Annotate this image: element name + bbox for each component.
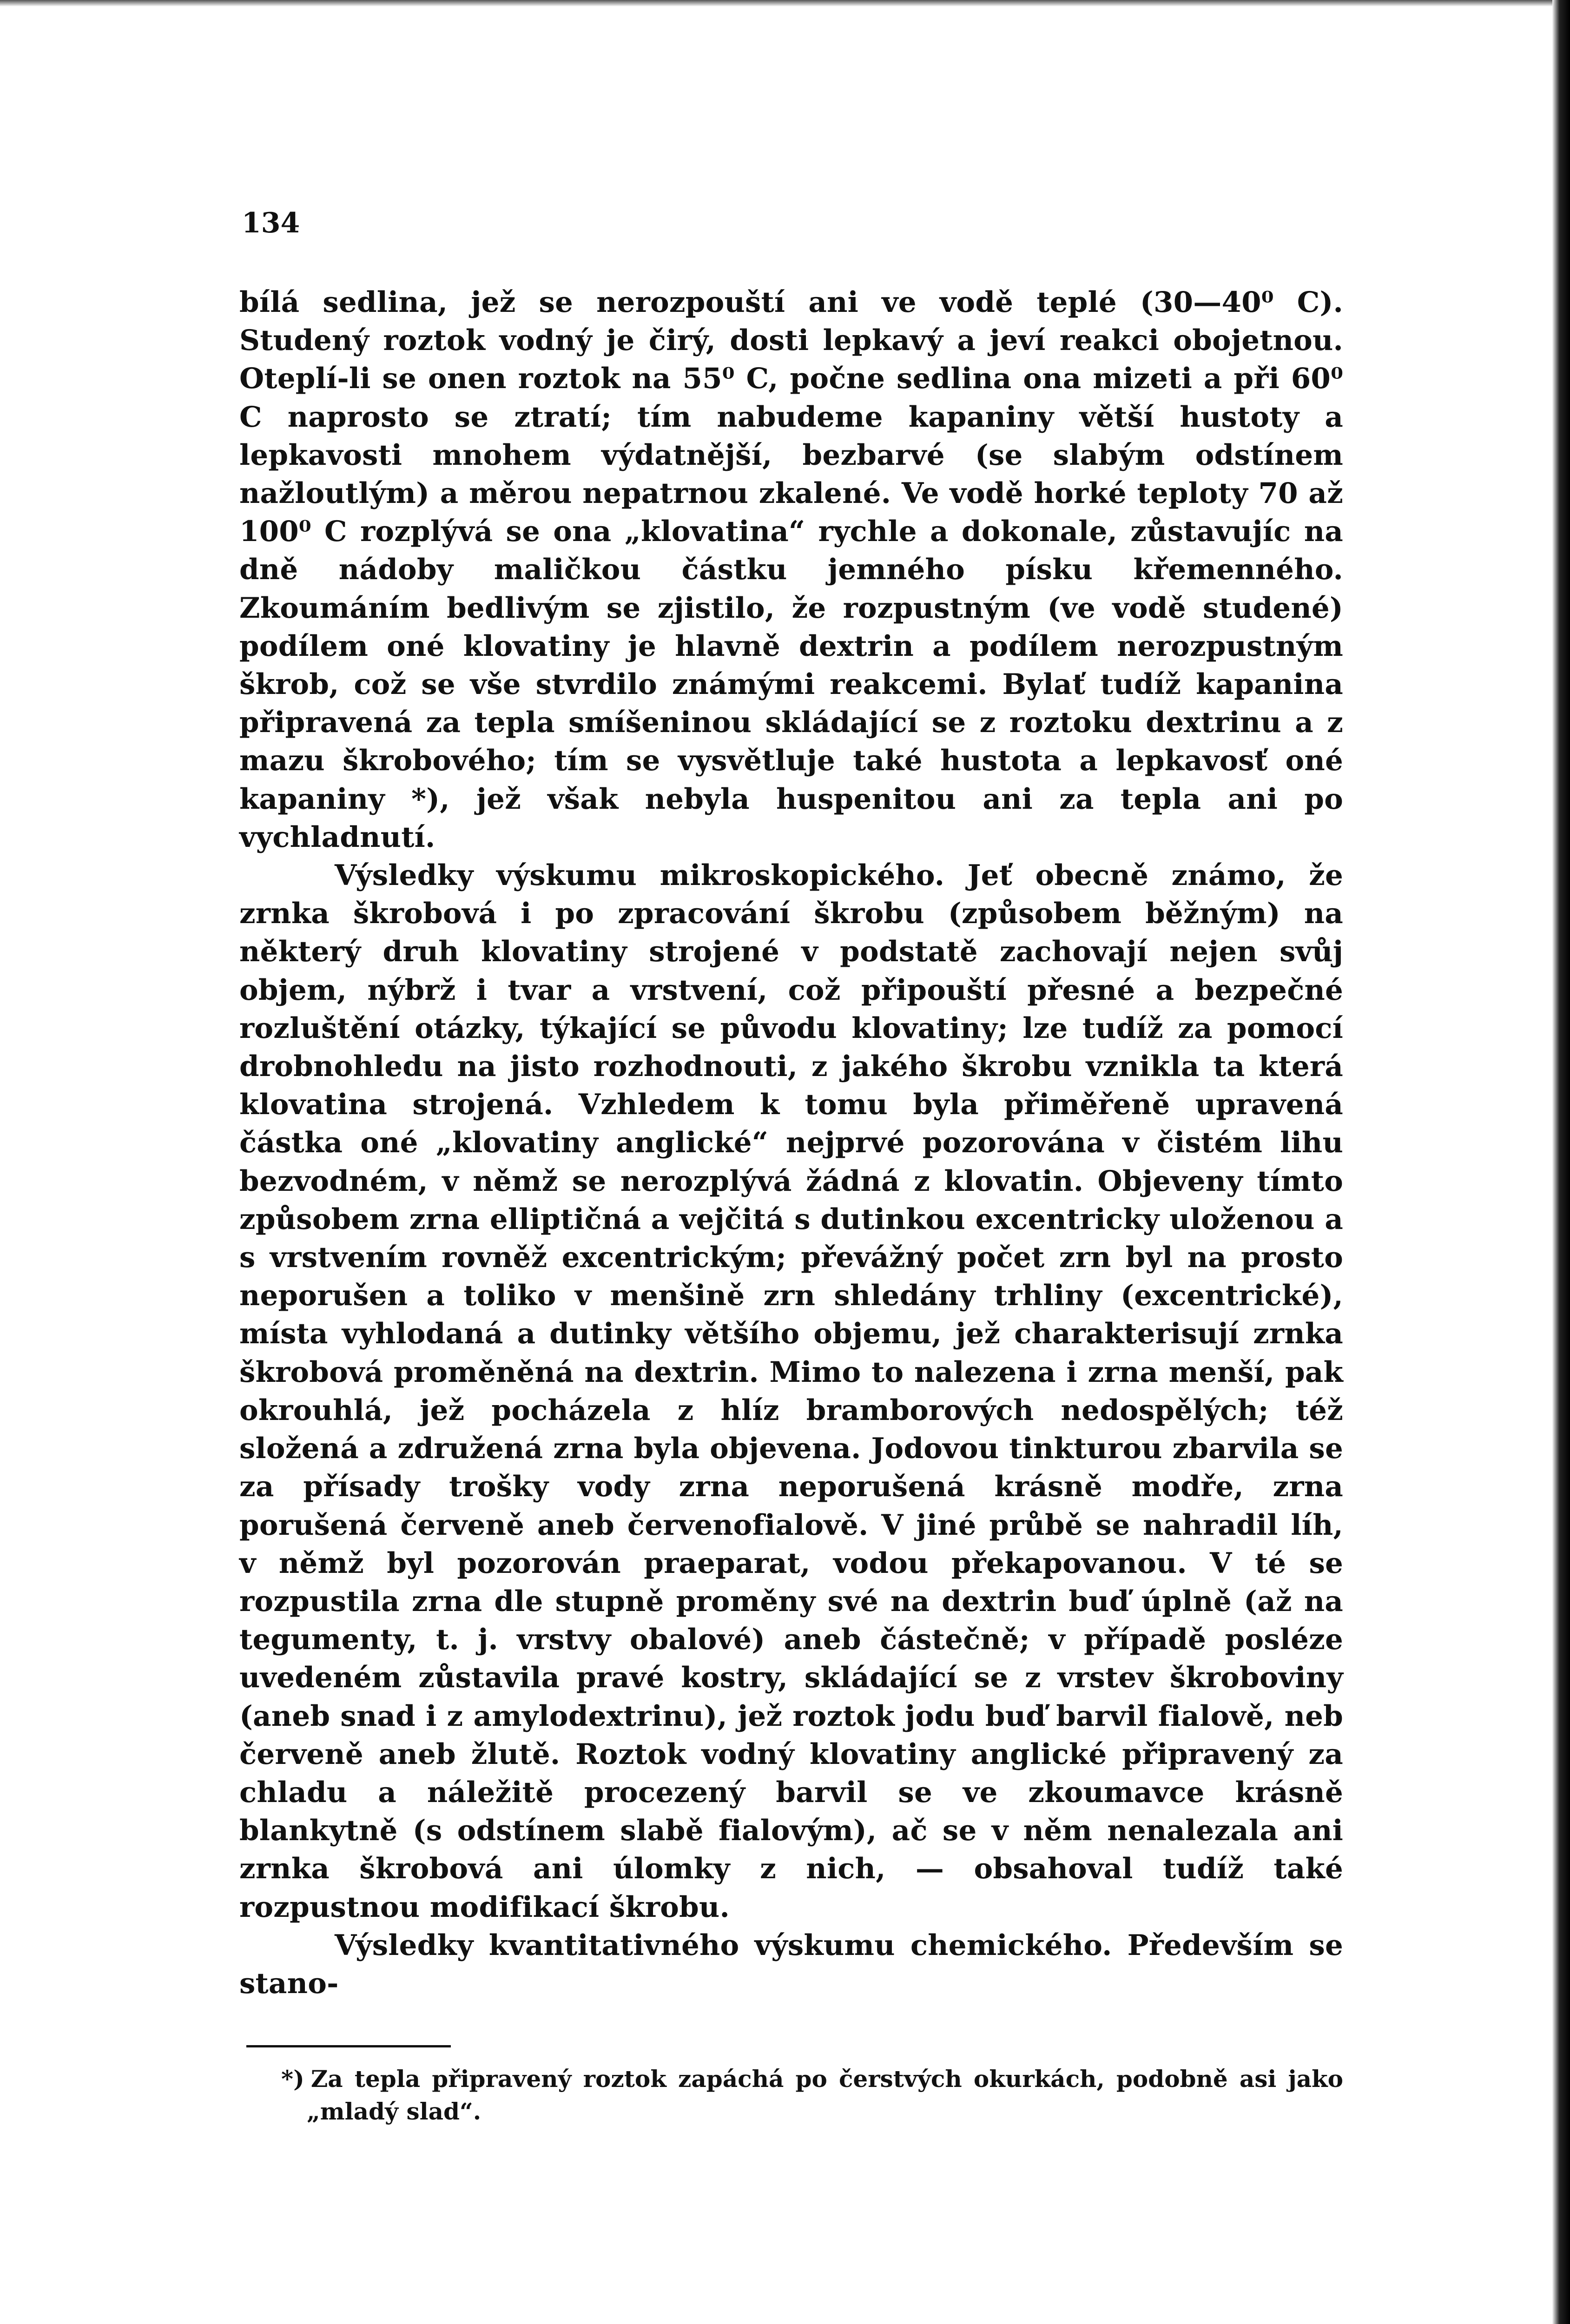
scan-edge-right <box>1552 0 1570 2324</box>
footnote <box>281 2063 1343 2128</box>
scan-edge-top <box>0 0 1570 7</box>
page-number: 134 <box>242 207 300 239</box>
paragraph-3: Výsledky kvantitativného výskumu chemického. Především se stano- <box>239 1928 1343 2000</box>
paragraph-1: bílá sedlina, jež se nerozpouští ani ve vodě teplé (30—40⁰ C). Studený roztok vodný je čirý, dosti lepkavý a jeví reakci obojetnou. Oteplí-li se onen roztok na 55⁰ C, počne sedlina ona mizeti a při 60⁰ C naprosto se ztratí; tím nabudeme kapaniny větší hustoty a lepkavosti mnohem výdatnější, bezbarvé (se slabým odstínem nažloutlým) a měrou nepatrnou zkalené. Ve vodě horké teploty 70 až 100⁰ C rozplývá se ona „klovatina“ rychle a dokonale, zůstavujíc na dně nádoby maličkou částku jemného písku křemenného. Zkoumáním bedlivým se zjistilo, že rozpustným (ve vodě studené) podílem oné klovatiny je hlavně dextrin a podílem nerozpustným škrob, což se vše stvrdilo známými reakcemi. Bylať tudíž kapanina připravená za tepla smíšeninou skládající se z roztoku dextrinu a z mazu škrobového; tím se vysvětluje také hustota a lepkavosť oné kapaniny *), jež však nebyla huspenitou ani za tepla ani po vychladnutí. <box>239 286 1343 854</box>
paragraph-2: Výsledky výskumu mikroskopického. Jeť obecně známo, že zrnka škrobová i po zpracování škrobu (způsobem běžným) na některý druh klovatiny strojené v podstatě zachovají nejen svůj objem, nýbrž i tvar a vrstvení, což připouští přesné a bezpečné rozluštění otázky, týkající se původu klovatiny; lze tudíž za pomocí drobnohledu na jisto rozhodnouti, z jakého škrobu vznikla ta která klovatina strojená. Vzhledem k tomu byla přiměřeně upravená částka oné „klovatiny anglické“ nejprvé pozorována v čistém lihu bezvodném, v němž se nerozplývá žádná z klovatin. Objeveny tímto způsobem zrna elliptičná a vejčitá s dutinkou excentricky uloženou a s vrstvením rovněž excentrickým; převážný počet zrn byl na prosto neporušen a toliko v menšině zrn shledány trhliny (excentrické), místa vyhlodaná a dutinky většího objemu, jež charakterisují zrnka škrobová proměněná na dextrin. Mimo to nalezena i zrna menší, pak okrouhlá, jež pocházela z hlíz bramborových nedospělých; též složená a združená zrna byla objevena. Jodovou tinkturou zbarvila se za přísady trošky vody zrna neporušená krásně modře, zrna porušená červeně aneb červenofialově. V jiné průbě se nahradil líh, v němž byl pozorován praeparat, vodou překapovanou. V té se rozpustila zrna dle stupně proměny své na dextrin buď úplně (až na tegumenty, t. j. vrstvy obalové) aneb částečně; v případě posléze uvedeném zůstavila pravé kostry, skládající se z vrstev škroboviny (aneb snad i z amylodextrinu), jež roztok jodu buď barvil fialově, neb červeně aneb žlutě. Roztok vodný klovatiny anglické připravený za chladu a náležitě procezený barvil se ve zkoumavce krásně blankytně (s odstínem slabě fialovým), ač se v něm nenalezala ani zrnka škrobová ani úlomky z nich, — obsahoval tudíž také rozpustnou modifikací škrobu. <box>239 859 1343 1924</box>
footnote-mark: *) <box>281 2065 304 2093</box>
footnote-rule <box>246 2045 451 2047</box>
body-text <box>239 284 1343 2003</box>
footnote-text: Za tepla připravený roztok zapáchá po čerstvých okurkách, podobně asi jako „mladý slad“. <box>307 2065 1343 2125</box>
